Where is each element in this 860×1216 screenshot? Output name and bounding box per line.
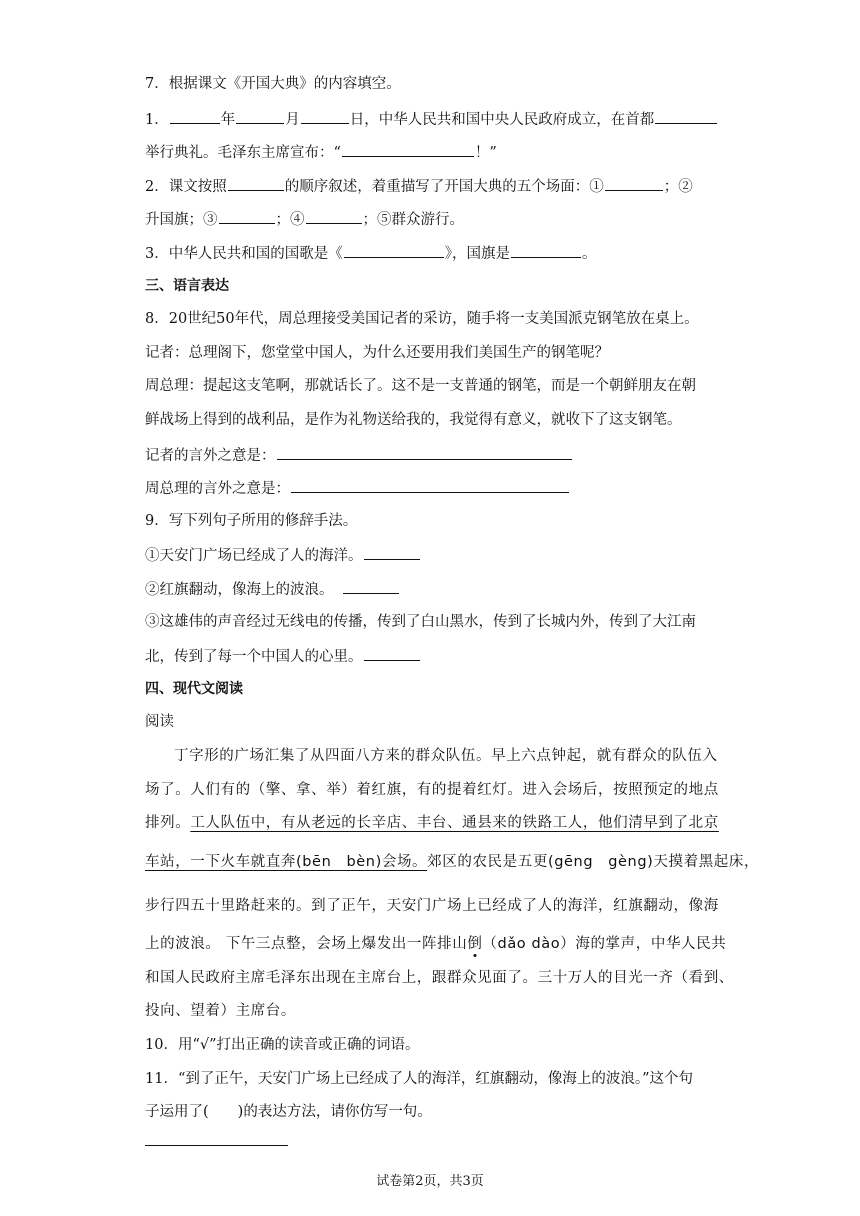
q7-s2b-b: ；④ — [275, 212, 305, 228]
question-8-line-5 — [145, 444, 573, 466]
anthem-blank[interactable] — [344, 242, 444, 258]
scene-3-blank[interactable] — [219, 208, 275, 224]
q7-month-label: 月 — [285, 112, 300, 128]
passage-line-4 — [145, 852, 759, 872]
reporter-implication-blank[interactable] — [277, 444, 572, 460]
passage-line-1: 丁字形的广场汇集了从四面八方来的群众队伍。早上六点钟起，就有群众的队伍入 — [174, 748, 718, 764]
question-7-line-5 — [145, 242, 596, 264]
q9-sentence-b: ②红旗翻动，像海上的波浪。 — [145, 582, 334, 598]
passage-line-3-start: 排列。 — [145, 815, 191, 831]
question-8-line-6 — [145, 477, 570, 499]
question-11-line-1: 11．“到了正午，天安门广场上已经成了人的海洋，红旗翻动，像海上的波浪。”这个句 — [145, 1071, 694, 1087]
passage-line-2: 场了。人们有的（擎、拿、举）着红旗，有的提着红灯。进入会场后，按照预定的地点 — [145, 782, 719, 798]
q9-a-blank[interactable] — [364, 544, 420, 560]
passage-line-6-start: 上的波浪。 下午三点整，会场上爆发出一阵排山 — [145, 936, 468, 952]
q7-s2-a: 2．课文按照 — [145, 179, 227, 195]
reporter-implication-label: 记者的言外之意是： — [145, 448, 276, 464]
passage-line-8: 投向、望着）主席台。 — [145, 1003, 296, 1019]
question-8-line-1: 8．20世纪50年代，周总理接受美国记者的采访，随手将一支美国派克钢笔放在桌上。 — [145, 311, 699, 327]
question-7-title: 7．根据课文《开国大典》的内容填空。 — [145, 76, 401, 92]
question-7-line-3 — [145, 175, 693, 197]
question-7-line-1 — [145, 108, 718, 130]
q9-b-blank[interactable] — [343, 578, 399, 594]
page-footer: 试卷第2页，共3页 — [376, 1174, 484, 1189]
passage-line-6-end: （dǎo dào）海的掌声，中华人民共 — [482, 936, 727, 952]
passage-line-7: 和国人民政府主席毛泽东出现在主席台上，跟群众见面了。三十万人的目光一齐（看到、 — [145, 970, 734, 986]
year-blank[interactable] — [170, 108, 220, 124]
q7-s2-b: 的顺序叙述，着重描写了开国大典的五个场面：① — [284, 179, 604, 195]
q7-s3-b: 》，国旗是 — [444, 246, 510, 262]
question-9-item-a — [145, 544, 421, 566]
dotted-character: 倒 — [467, 936, 483, 952]
day-blank[interactable] — [301, 108, 349, 124]
q7-s1b-suffix: ！” — [474, 145, 497, 161]
section-3-heading: 三、语言表达 — [145, 278, 229, 294]
question-8-line-2: 记者：总理阁下，您堂堂中国人，为什么还要用我们美国生产的钢笔呢？ — [145, 345, 609, 361]
declaration-blank[interactable] — [342, 141, 474, 157]
reading-label: 阅读 — [145, 714, 174, 730]
flag-blank[interactable] — [511, 242, 581, 258]
order-blank[interactable] — [228, 175, 284, 191]
passage-line-5: 步行四五十里路赶来的。到了正午，天安门广场上已经成了人的海洋，红旗翻动，像海 — [145, 898, 719, 914]
premier-implication-blank[interactable] — [291, 477, 569, 493]
q7-s3-c: 。 — [581, 246, 597, 262]
underlined-sentence-part-1: 工人队伍中，有从老远的长辛店、丰台、通县来的铁路工人，他们清早到了北京 — [190, 815, 719, 831]
passage-line-3 — [145, 813, 719, 833]
question-9-title: 9．写下列句子所用的修辞手法。 — [145, 513, 358, 529]
q7-s2-c: ；② — [663, 179, 693, 195]
q7-s2b-c: ；⑤群众游行。 — [362, 212, 464, 228]
question-9-item-c-line-2 — [145, 645, 421, 667]
q7-s1b-prefix: 举行典礼。毛泽东主席宣布：“ — [145, 145, 341, 161]
passage-line-6 — [145, 934, 726, 954]
question-10: 10．用“√”打出正确的读音或正确的词语。 — [145, 1037, 420, 1053]
underlined-sentence-part-2: 车站，一下火车就直奔(bēn bèn)会场。 — [145, 854, 428, 870]
q7-s2b-a: 升国旗；③ — [145, 212, 218, 228]
section-4-heading: 四、现代文阅读 — [145, 681, 243, 697]
question-9-item-c-line-1: ③这雄伟的声音经过无线电的传播，传到了白山黑水，传到了长城内外，传到了大江南 — [145, 614, 696, 630]
question-8-line-3: 周总理：提起这支笔啊，那就话长了。这不是一支普通的钢笔，而是一个朝鲜朋友在朝 — [145, 378, 696, 394]
month-blank[interactable] — [236, 108, 284, 124]
q9-c-blank[interactable] — [364, 645, 420, 661]
question-8-line-4: 鲜战场上得到的战利品，是作为礼物送给我的，我觉得有意义，就收下了这支钢笔。 — [145, 412, 682, 428]
q9-sentence-a: ①天安门广场已经成了人的海洋。 — [145, 548, 363, 564]
q7-day-text: 日，中华人民共和国中央人民政府成立，在首都 — [349, 112, 655, 128]
passage-line-4-end: 郊区的农民是五更(gēng gèng)天摸着黑起床， — [427, 854, 760, 870]
q7-year-label: 年 — [220, 112, 236, 128]
q9-sentence-c-end: 北，传到了每一个中国人的心里。 — [145, 649, 363, 665]
q7-s1-prefix: 1． — [145, 112, 169, 128]
scene-4-blank[interactable] — [306, 208, 362, 224]
question-7-line-2 — [145, 141, 497, 163]
q7-s3-a: 3．中华人民共和国的国歌是《 — [145, 246, 343, 262]
question-9-item-b — [145, 578, 400, 600]
question-7-line-4 — [145, 208, 464, 230]
answer-line[interactable] — [145, 1145, 288, 1146]
scene-1-blank[interactable] — [605, 175, 663, 191]
capital-blank[interactable] — [655, 108, 717, 124]
question-11-line-2: 子运用了( )的表达方法，请你仿写一句。 — [145, 1104, 432, 1120]
premier-implication-label: 周总理的言外之意是： — [145, 481, 290, 497]
